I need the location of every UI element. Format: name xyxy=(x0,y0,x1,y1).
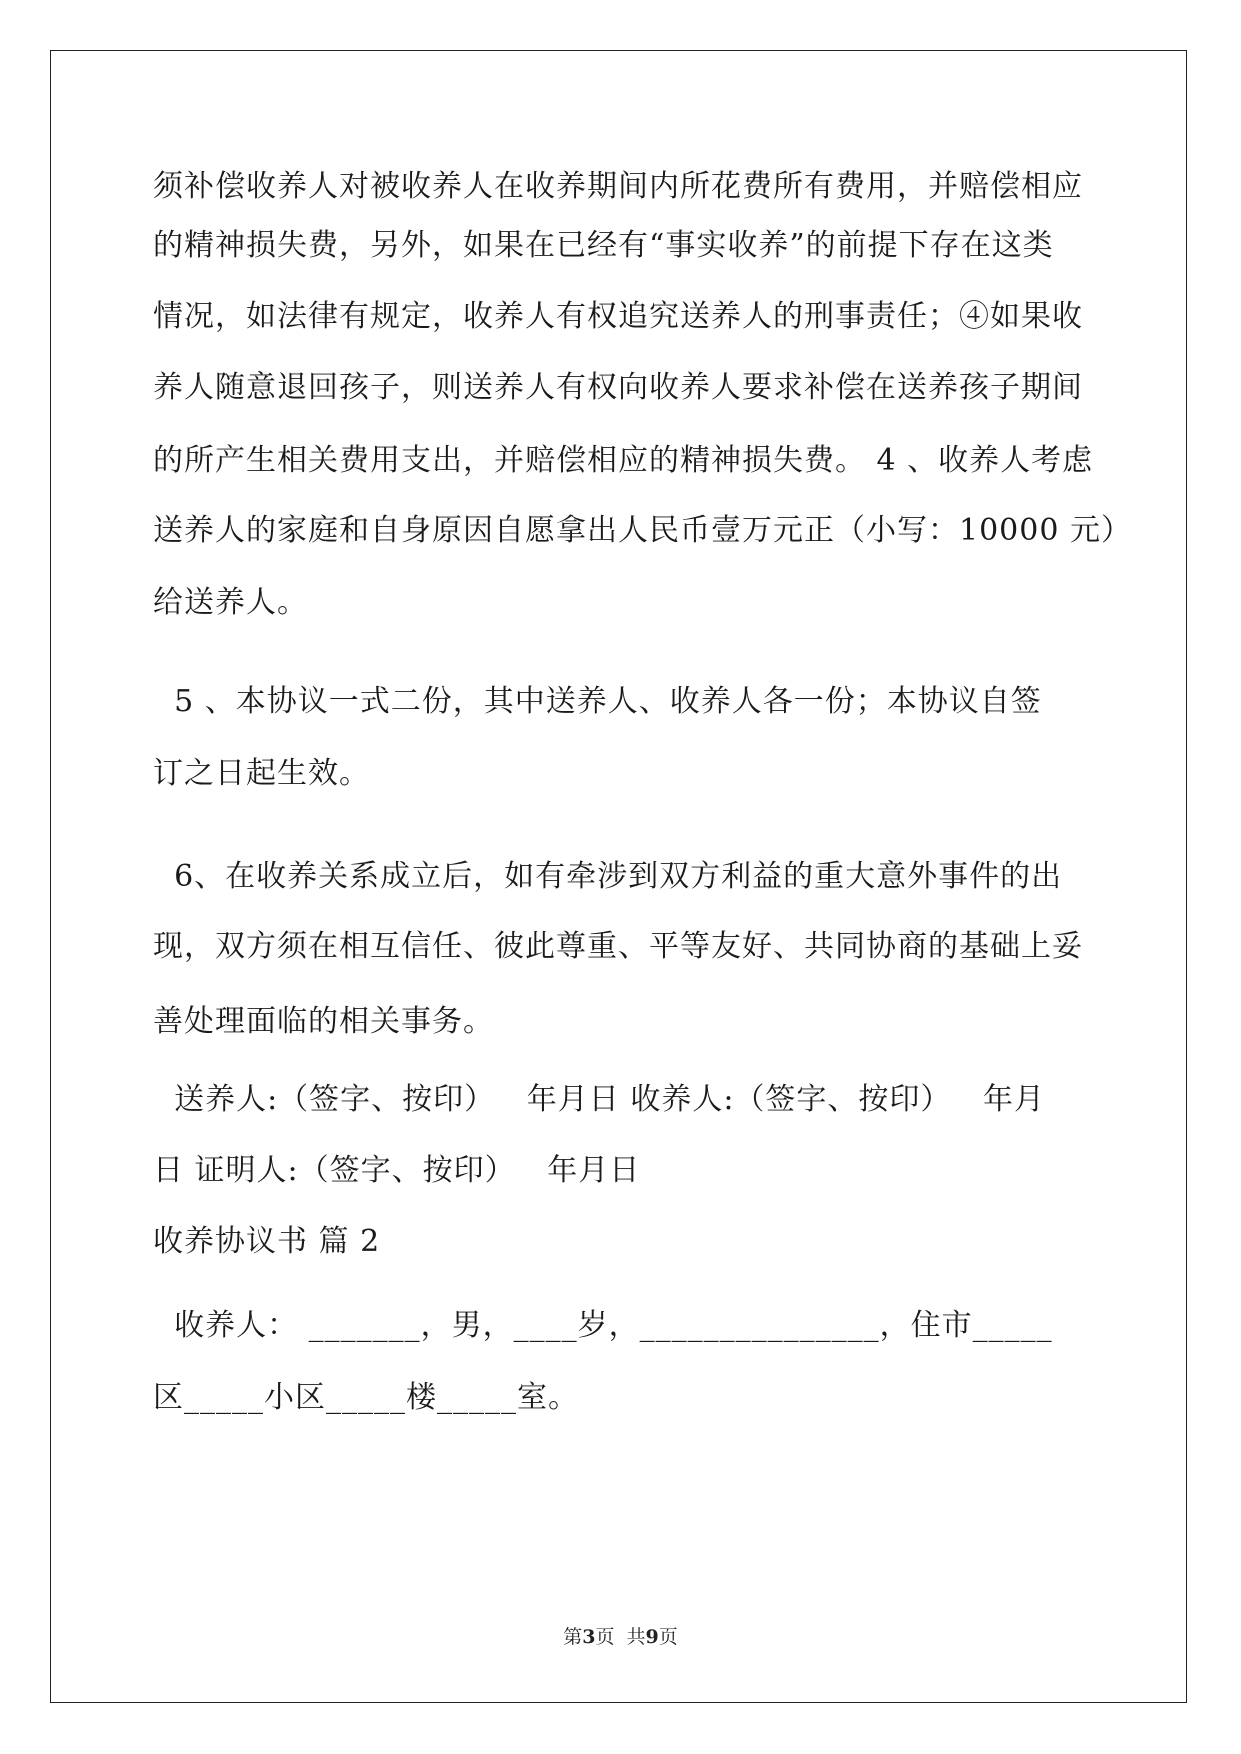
page-number: 3 xyxy=(582,1626,596,1648)
text-line: 6、在收养关系成立后，如有牵涉到双方利益的重大意外事件的出 xyxy=(153,859,1063,894)
text-line: 5 、本协议一式二份，其中送养人、收养人各一份；本协议自签 xyxy=(153,684,1042,719)
text-line: 的精神损失费，另外，如果在已经有“事实收养”的前提下存在这类 xyxy=(153,228,1054,263)
text-line: 的所产生相关费用支出，并赔偿相应的精神损失费。 4 、收养人考虑 xyxy=(153,443,1094,478)
text-line: 日 证明人:（签字、按印） 年月日 xyxy=(153,1153,641,1188)
text-line: 养人随意退回孩子，则送养人有权向收养人要求补偿在送养孩子期间 xyxy=(153,370,1083,405)
footer-suffix: 页 xyxy=(658,1626,678,1648)
page-footer xyxy=(0,1622,1241,1649)
text-line: 须补偿收养人对被收养人在收养期间内所花费所有费用，并赔偿相应 xyxy=(153,169,1083,204)
footer-prefix: 第 xyxy=(563,1626,583,1648)
total-pages: 9 xyxy=(645,1626,659,1648)
text-line: 区_____小区_____楼_____室。 xyxy=(153,1380,579,1415)
section-heading: 收养协议书 篇 2 xyxy=(153,1224,381,1259)
text-line: 送养人的家庭和自身原因自愿拿出人民币壹万元正（小写：10000 元） xyxy=(153,513,1132,548)
text-line: 现，双方须在相互信任、彼此尊重、平等友好、共同协商的基础上妥 xyxy=(153,929,1083,964)
text-line: 善处理面临的相关事务。 xyxy=(153,1004,494,1039)
footer-mid: 页 共 xyxy=(595,1626,646,1648)
text-line: 收养人： _______，男，____岁，_______________，住市_____ xyxy=(153,1308,1053,1343)
text-line: 给送养人。 xyxy=(153,585,308,620)
text-line: 送养人:（签字、按印） 年月日 收养人:（签字、按印） 年月 xyxy=(153,1082,1046,1117)
text-line: 订之日起生效。 xyxy=(153,756,370,791)
text-line: 情况，如法律有规定，收养人有权追究送养人的刑事责任；④如果收 xyxy=(153,299,1083,334)
